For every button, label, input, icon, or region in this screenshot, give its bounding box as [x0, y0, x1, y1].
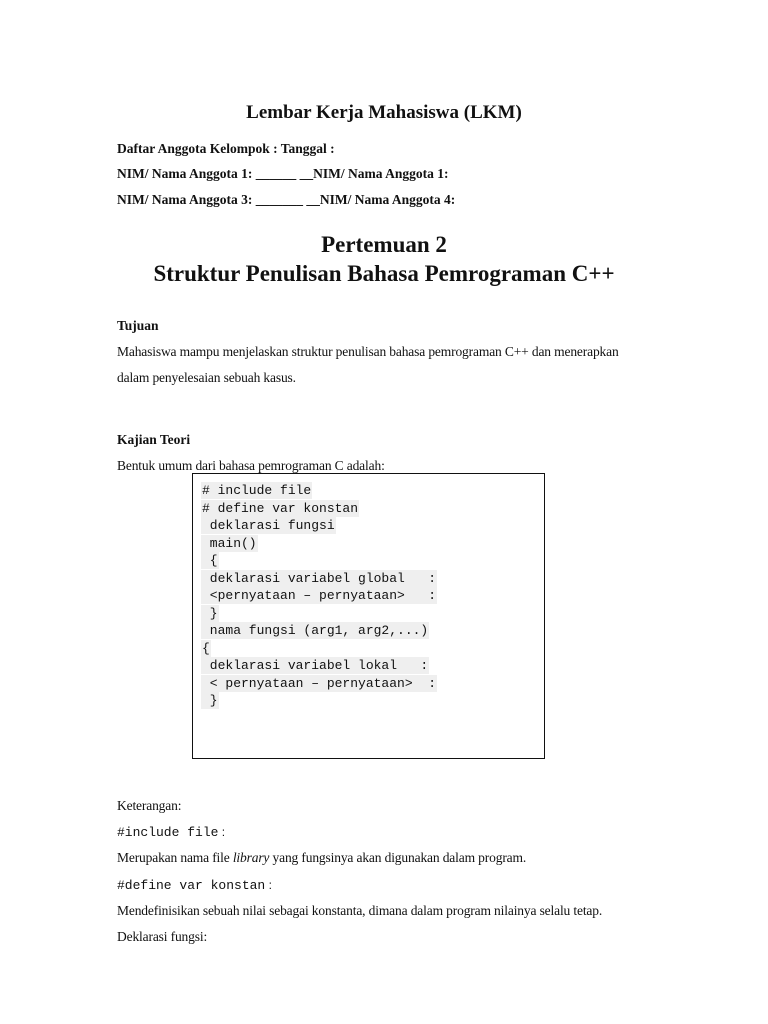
define-description: Mendefinisikan sebuah nilai sebagai konstanta, dimana dalam program nilainya selalu tetap.: [117, 903, 603, 918]
code-line: # include file: [202, 483, 312, 498]
code-line: <pernyataan – pernyataan> :: [202, 588, 437, 603]
include-desc-start: Merupakan nama file: [117, 850, 233, 865]
code-line: deklarasi variabel global :: [202, 571, 437, 586]
deklarasi-fungsi-label: Deklarasi fungsi:: [117, 929, 208, 944]
include-directive: [117, 823, 225, 842]
include-description: [117, 849, 526, 867]
code-line: {: [202, 553, 218, 568]
topic-heading: Struktur Penulisan Bahasa Pemrograman C++: [153, 261, 615, 286]
code-line: deklarasi fungsi: [202, 518, 335, 533]
define-colon: :: [265, 878, 272, 892]
group-members-line: Daftar Anggota Kelompok : Tanggal :: [117, 141, 335, 156]
library-term: library: [232, 850, 270, 865]
tujuan-text-line-2: dalam penyelesaian sebuah kasus.: [117, 370, 296, 385]
tujuan-heading: Tujuan: [117, 318, 159, 333]
kajian-heading: Kajian Teori: [117, 432, 191, 447]
code-line: < pernyataan – pernyataan> :: [202, 676, 437, 691]
code-line: # define var konstan: [202, 501, 359, 516]
code-line: {: [202, 641, 210, 656]
define-directive: [117, 876, 272, 895]
member-line-2: NIM/ Nama Anggota 3: _______ __NIM/ Nama Anggota 4:: [117, 192, 456, 207]
code-line: nama fungsi (arg1, arg2,...): [202, 623, 429, 638]
member-line-1: NIM/ Nama Anggota 1: ______ __NIM/ Nama Anggota 1:: [117, 166, 449, 181]
define-code: #define var konstan: [117, 878, 266, 893]
kajian-intro: Bentuk umum dari bahasa pemrograman C adalah:: [117, 458, 385, 473]
meeting-heading: Pertemuan 2: [321, 232, 447, 257]
include-desc-end: yang fungsinya akan digunakan dalam program.: [269, 850, 527, 865]
code-line: deklarasi variabel lokal :: [202, 658, 429, 673]
code-box: [192, 473, 545, 759]
code-line: }: [202, 693, 218, 708]
include-colon: :: [218, 825, 226, 839]
code-line: main(): [202, 536, 257, 551]
code-line: }: [202, 606, 218, 621]
include-code: #include file: [117, 825, 219, 840]
document-title: Lembar Kerja Mahasiswa (LKM): [246, 102, 522, 123]
tujuan-text-line-1: Mahasiswa mampu menjelaskan struktur penulisan bahasa pemrograman C++ dan menerapkan: [117, 344, 619, 359]
keterangan-label: Keterangan:: [117, 798, 182, 813]
